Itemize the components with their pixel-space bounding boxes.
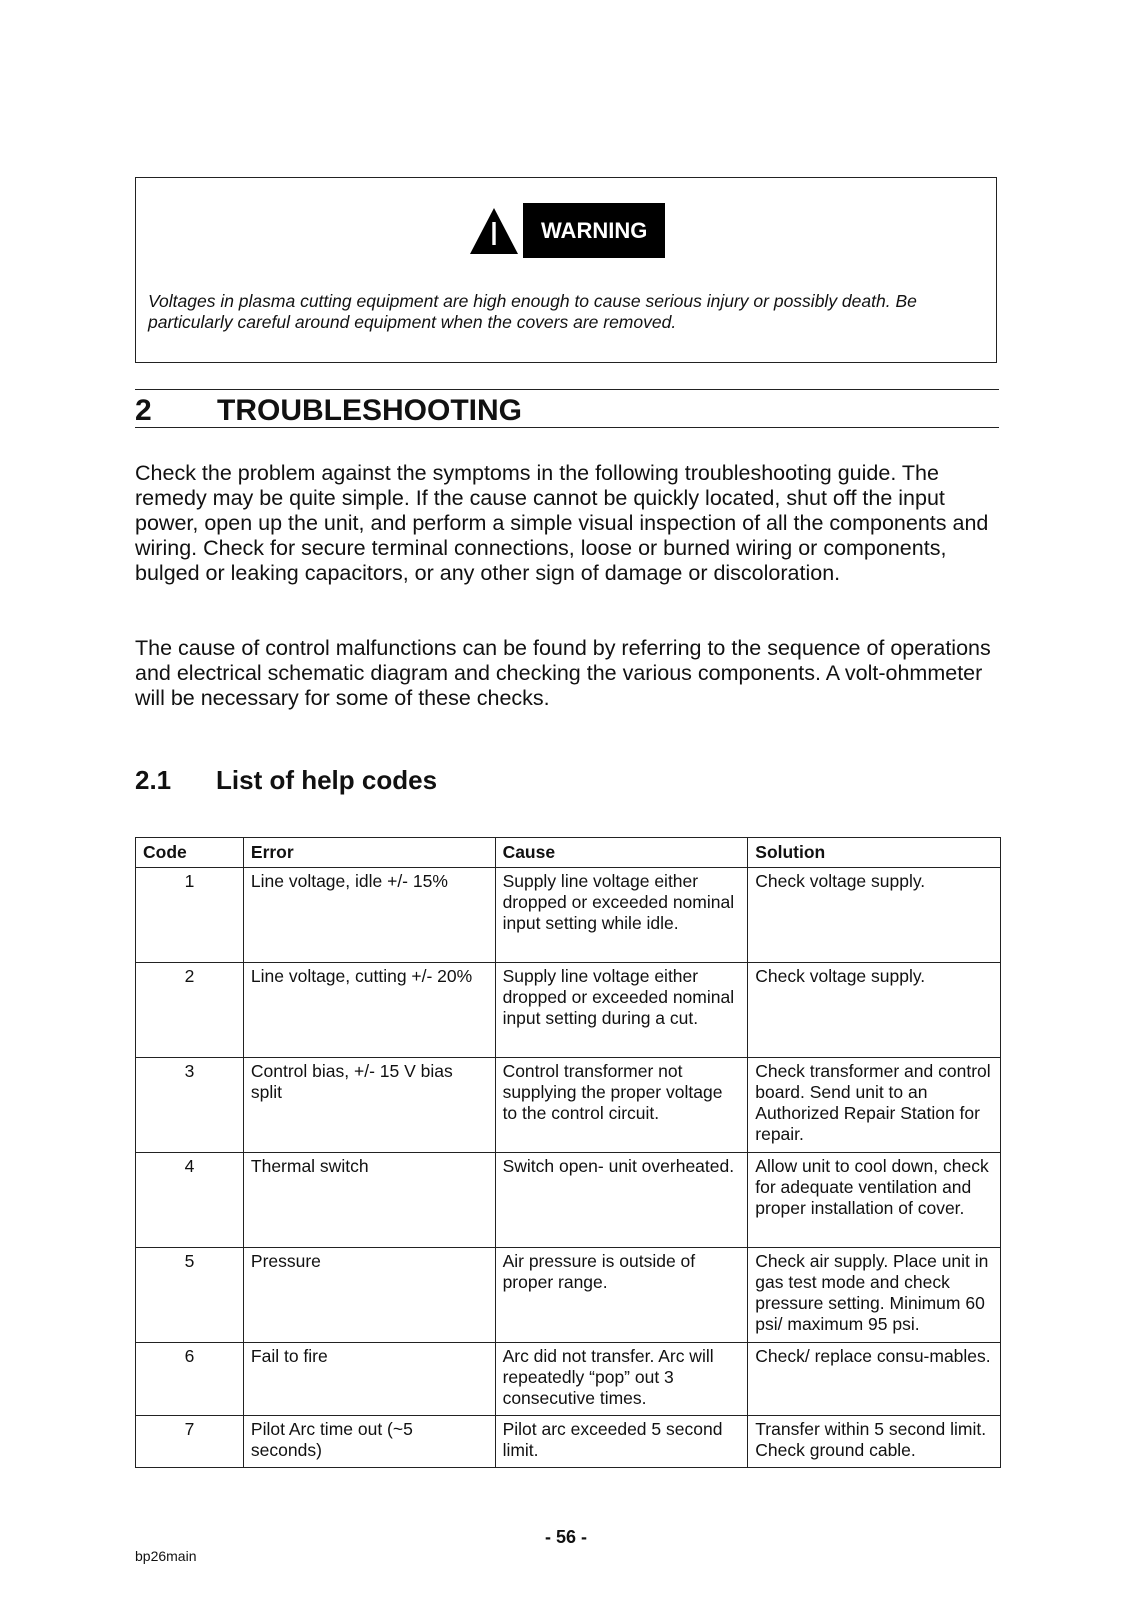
cell-cause: Supply line voltage either dropped or exceeded nominal input setting while idle. bbox=[495, 868, 748, 963]
heading-rule-top bbox=[135, 389, 999, 390]
cell-solution: Check/ replace consu-mables. bbox=[748, 1343, 1001, 1416]
section-heading bbox=[135, 393, 522, 429]
cell-error: Pilot Arc time out (~5 seconds) bbox=[243, 1416, 495, 1468]
cell-solution: Check voltage supply. bbox=[748, 868, 1001, 963]
cell-error: Line voltage, cutting +/- 20% bbox=[243, 963, 495, 1058]
cell-code: 3 bbox=[136, 1058, 244, 1153]
cell-error: Pressure bbox=[243, 1248, 495, 1343]
subsection-title: List of help codes bbox=[216, 765, 438, 795]
cell-error: Control bias, +/- 15 V bias split bbox=[243, 1058, 495, 1153]
cell-solution: Allow unit to cool down, check for adequate ventilation and proper installation of cover. bbox=[748, 1153, 1001, 1248]
control-paragraph: The cause of control malfunctions can be found by referring to the sequence of operations and electrical schematic diagram and checking the various components. A volt-ohmmeter will be necessary for some of these checks. bbox=[135, 636, 991, 710]
warning-triangle-icon bbox=[469, 207, 519, 255]
cell-cause: Air pressure is outside of proper range. bbox=[495, 1248, 748, 1343]
cell-solution: Transfer within 5 second limit. Check ground cable. bbox=[748, 1416, 1001, 1468]
cell-solution: Check voltage supply. bbox=[748, 963, 1001, 1058]
table-row bbox=[136, 1343, 1001, 1416]
header-cause: Cause bbox=[495, 838, 748, 868]
cell-solution: Check transformer and control board. Send unit to an Authorized Repair Station for repair. bbox=[748, 1058, 1001, 1153]
warning-label: WARNING bbox=[523, 203, 665, 258]
cell-code: 7 bbox=[136, 1416, 244, 1468]
cell-error: Thermal switch bbox=[243, 1153, 495, 1248]
table-header-row bbox=[136, 838, 1001, 868]
table-row bbox=[136, 963, 1001, 1058]
table-row bbox=[136, 1058, 1001, 1153]
cell-code: 4 bbox=[136, 1153, 244, 1248]
cell-cause: Control transformer not supplying the proper voltage to the control circuit. bbox=[495, 1058, 748, 1153]
cell-code: 2 bbox=[136, 963, 244, 1058]
warning-box bbox=[135, 177, 997, 363]
document-id: bp26main bbox=[135, 1548, 197, 1564]
help-codes-table bbox=[135, 837, 1001, 1468]
cell-error: Line voltage, idle +/- 15% bbox=[243, 868, 495, 963]
header-solution: Solution bbox=[748, 838, 1001, 868]
cell-error: Fail to fire bbox=[243, 1343, 495, 1416]
table-row bbox=[136, 868, 1001, 963]
cell-cause: Arc did not transfer. Arc will repeatedly “pop” out 3 consecutive times. bbox=[495, 1343, 748, 1416]
cell-cause: Supply line voltage either dropped or exceeded nominal input setting during a cut. bbox=[495, 963, 748, 1058]
subsection-number: 2.1 bbox=[135, 765, 172, 795]
table-row bbox=[136, 1153, 1001, 1248]
section-title: TROUBLESHOOTING bbox=[217, 394, 522, 427]
warning-header bbox=[469, 203, 665, 258]
section-number: 2 bbox=[135, 394, 152, 427]
cell-code: 6 bbox=[136, 1343, 244, 1416]
subsection-heading bbox=[135, 765, 437, 795]
header-code: Code bbox=[136, 838, 244, 868]
cell-cause: Pilot arc exceeded 5 second limit. bbox=[495, 1416, 748, 1468]
cell-cause: Switch open- unit overheated. bbox=[495, 1153, 748, 1248]
cell-solution: Check air supply. Place unit in gas test mode and check pressure setting. Minimum 60 psi/ maximum 95 psi. bbox=[748, 1248, 1001, 1343]
cell-code: 5 bbox=[136, 1248, 244, 1343]
header-error: Error bbox=[243, 838, 495, 868]
table-row bbox=[136, 1416, 1001, 1468]
cell-code: 1 bbox=[136, 868, 244, 963]
page-number: - 56 - bbox=[544, 1527, 587, 1547]
table-row bbox=[136, 1248, 1001, 1343]
heading-rule-bottom bbox=[135, 427, 999, 428]
warning-text: Voltages in plasma cutting equipment are high enough to cause serious injury or possibly death. Be particularly careful around equipment when the covers are removed. bbox=[148, 291, 917, 332]
intro-paragraph: Check the problem against the symptoms in the following troubleshooting guide. The remedy may be quite simple. If the cause cannot be quickly located, shut off the input power, open up the unit, and perform a simple visual inspection of all the components and wiring. Check for secure terminal connections, loose or burned wiring or components, bulged or leaking capacitors, or any other sign of damage or discoloration. bbox=[135, 461, 989, 585]
